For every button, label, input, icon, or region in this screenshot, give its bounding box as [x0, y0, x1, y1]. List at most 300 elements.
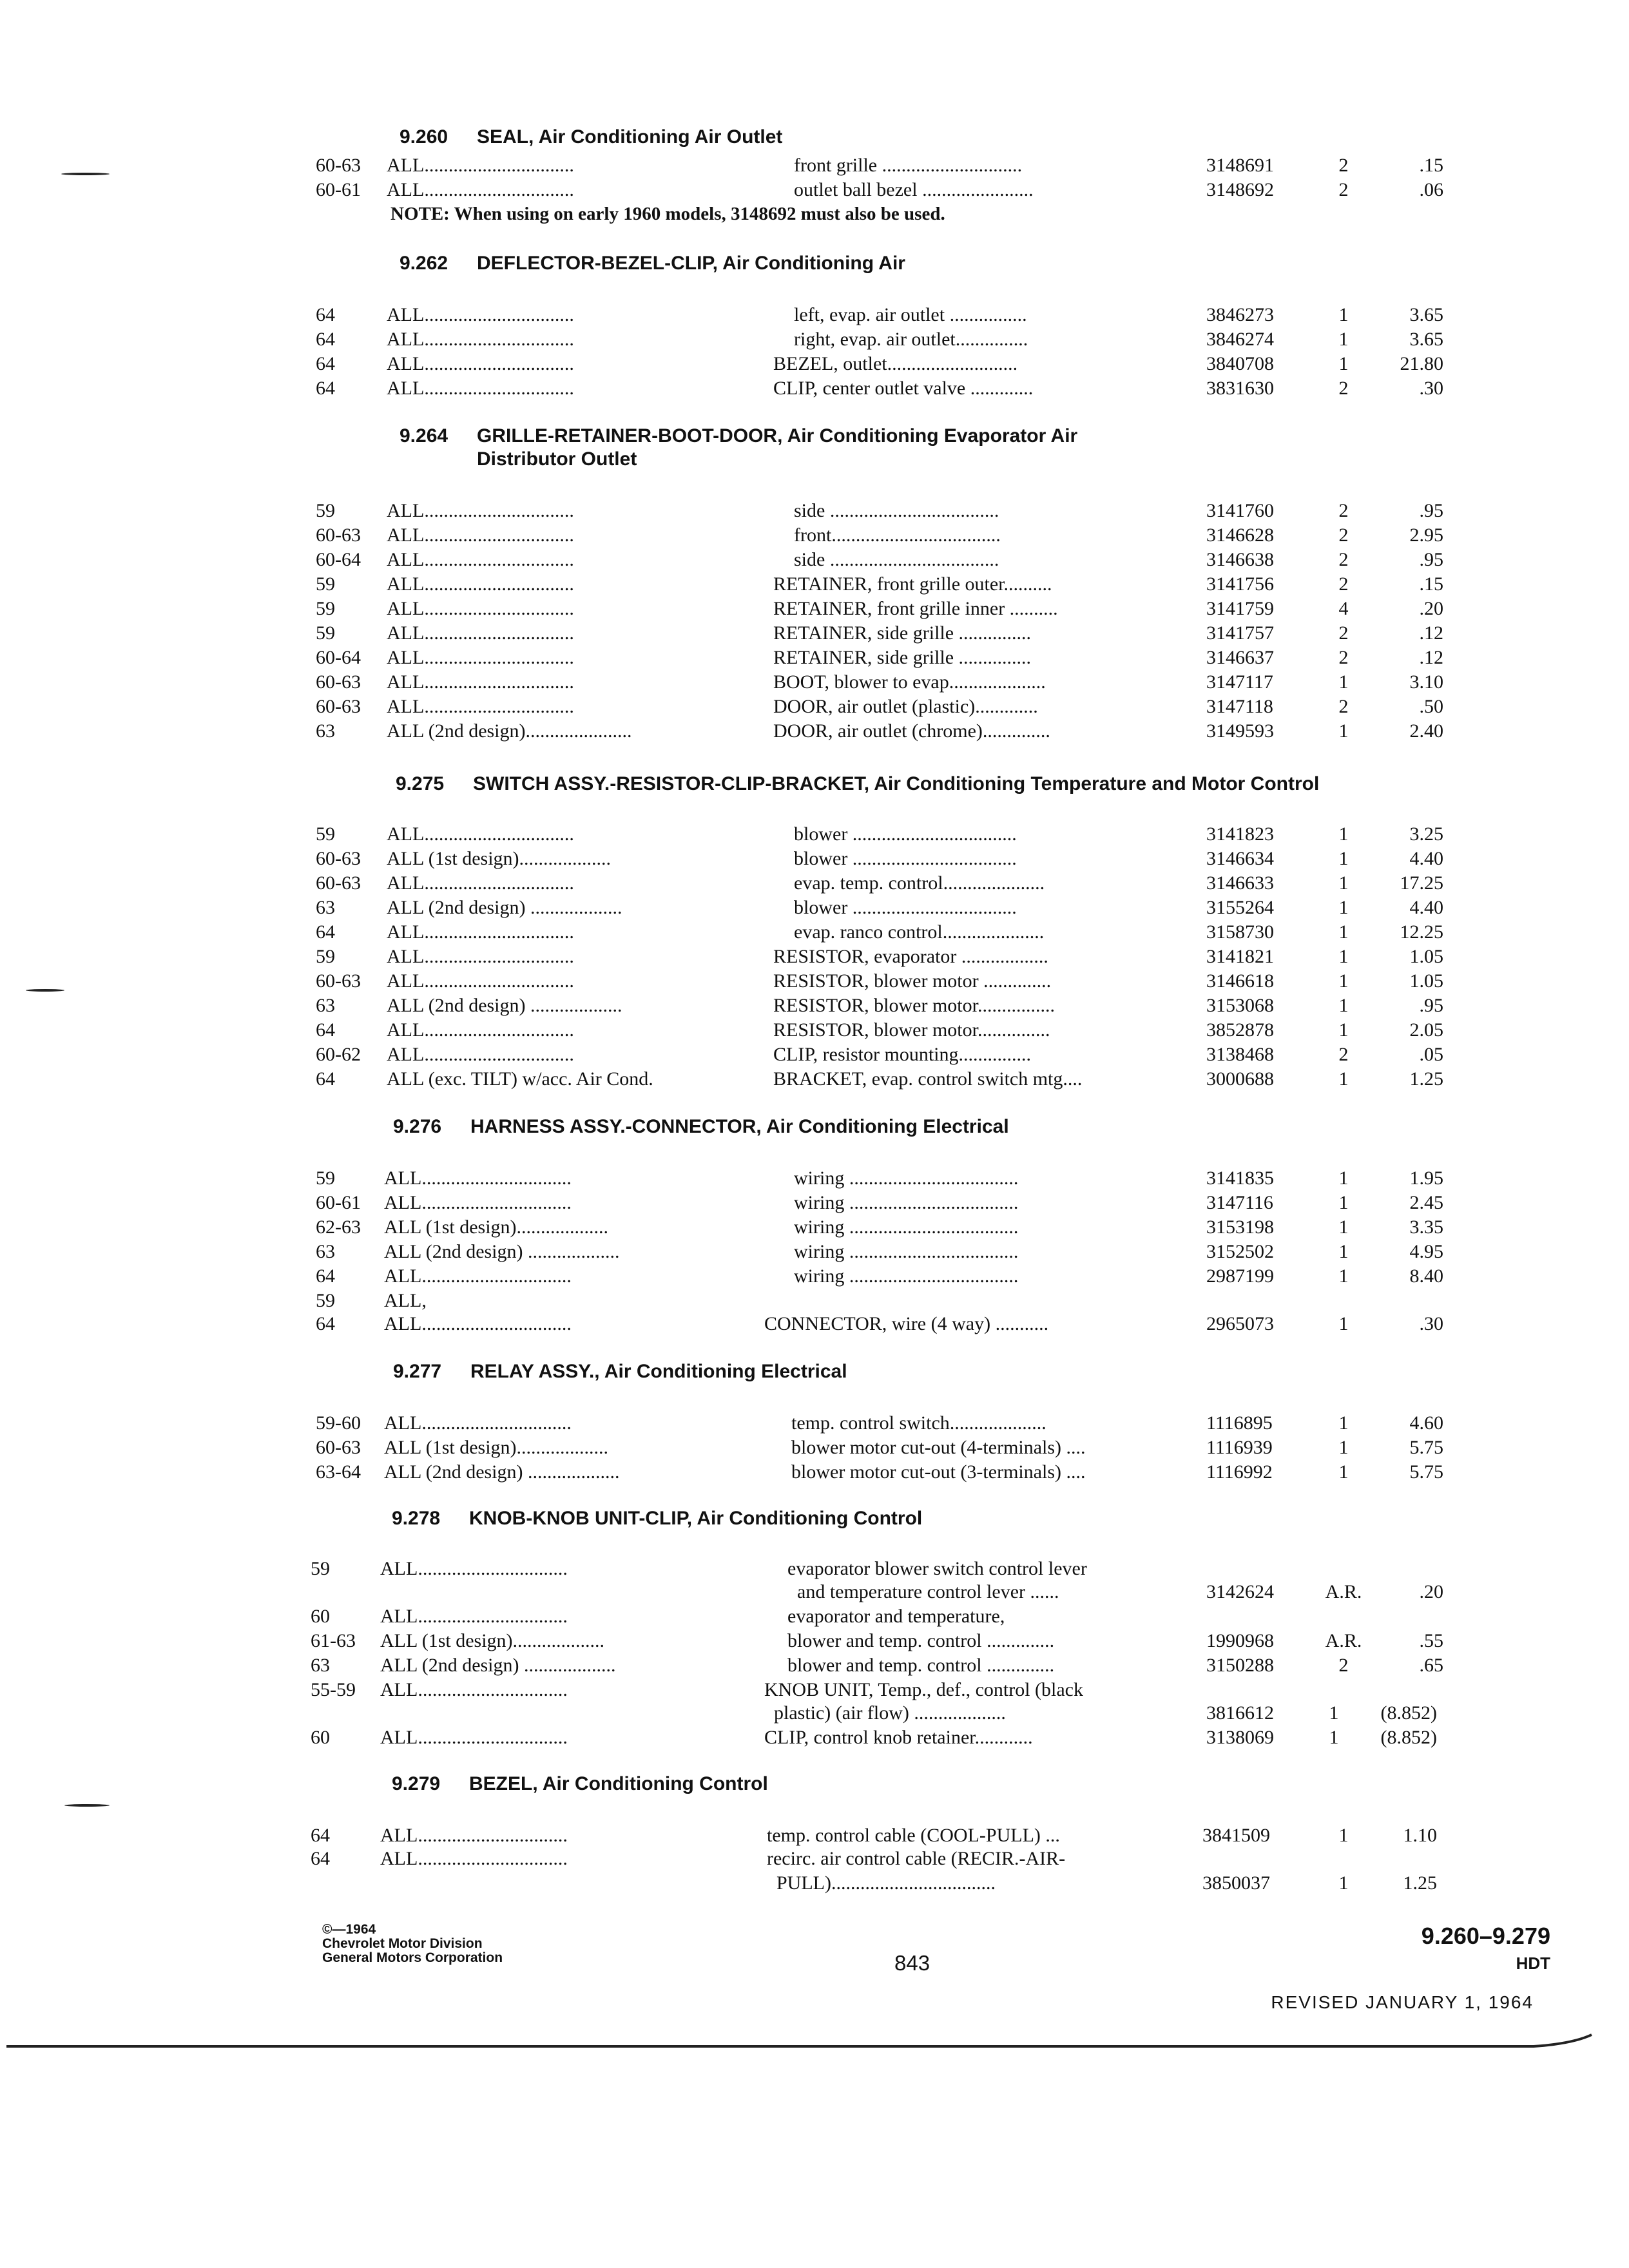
year-cell: 64: [316, 1019, 335, 1041]
description-cell: wiring ...................................: [794, 1265, 1019, 1287]
price-cell: 4.40: [1409, 848, 1443, 869]
price-cell: (8.852): [1380, 1727, 1437, 1748]
table-row: [0, 1044, 1629, 1068]
model-cell: ALL (1st design)...................: [387, 848, 612, 869]
quantity-cell: 1: [1329, 1727, 1339, 1748]
table-row: [0, 720, 1629, 745]
table-row: [0, 353, 1629, 378]
year-cell: 60-63: [316, 848, 361, 869]
price-cell: 1.25: [1403, 1872, 1437, 1894]
table-row: [0, 1727, 1629, 1751]
model-cell: ALL...............................: [387, 573, 574, 595]
table-row: [0, 1872, 1629, 1897]
price-cell: 4.60: [1409, 1412, 1443, 1434]
description-cell: blower motor cut-out (4-terminals) ....: [791, 1437, 1086, 1458]
model-cell: ALL...............................: [387, 598, 574, 619]
part-number-cell: 3846273: [1206, 304, 1274, 325]
table-row: [0, 946, 1629, 970]
description-cell: wiring ...................................: [794, 1216, 1019, 1238]
quantity-cell: 1: [1338, 1872, 1349, 1894]
table-row: [0, 921, 1629, 946]
price-cell: .95: [1419, 549, 1443, 570]
table-row: [0, 155, 1629, 179]
description-cell: wiring ...................................: [794, 1192, 1019, 1213]
description-cell: plastic) (air flow) ...................: [764, 1702, 1006, 1724]
model-cell: ALL...............................: [387, 155, 574, 176]
model-cell: ALL...............................: [387, 179, 574, 200]
table-row: [0, 696, 1629, 720]
table-row: [0, 970, 1629, 995]
table-row: [0, 872, 1629, 897]
year-cell: 59: [316, 946, 335, 967]
price-cell: .12: [1419, 647, 1443, 668]
price-cell: .65: [1419, 1655, 1443, 1676]
price-cell: 1.05: [1409, 970, 1443, 992]
model-cell: ALL...............................: [387, 1044, 574, 1065]
price-cell: 1.25: [1409, 1068, 1443, 1090]
part-number-cell: 1116992: [1206, 1461, 1273, 1483]
description-cell: CONNECTOR, wire (4 way) ...........: [764, 1313, 1049, 1334]
part-number-cell: 3148692: [1206, 179, 1274, 200]
section-note: NOTE: When using on early 1960 models, 3148692 must also be used.: [390, 204, 945, 224]
table-row: [0, 1437, 1629, 1461]
model-cell: ALL (1st design)...................: [384, 1437, 609, 1458]
quantity-cell: 1: [1338, 1313, 1349, 1334]
table-row: [0, 1313, 1629, 1338]
year-cell: 60-63: [316, 970, 361, 992]
table-row: [0, 995, 1629, 1019]
model-cell: ALL...............................: [384, 1192, 572, 1213]
quantity-cell: 2: [1338, 647, 1349, 668]
price-cell: 3.10: [1409, 671, 1443, 693]
table-row: [0, 500, 1629, 524]
part-number-cell: 3841509: [1202, 1825, 1270, 1846]
quantity-cell: 1: [1338, 921, 1349, 943]
part-number-cell: 1116939: [1206, 1437, 1273, 1458]
footer-rule-line: [6, 2035, 1592, 2046]
description-cell: blower ..................................: [794, 823, 1017, 845]
quantity-cell: 1: [1338, 1068, 1349, 1090]
model-cell: ALL (2nd design)......................: [387, 720, 632, 742]
part-number-cell: 1116895: [1206, 1412, 1273, 1434]
quantity-cell: 1: [1338, 1168, 1349, 1189]
table-row: [0, 1848, 1629, 1872]
description-cell: blower ..................................: [794, 848, 1017, 869]
table-row: [0, 573, 1629, 598]
description-cell: RESISTOR, blower motor................: [773, 995, 1055, 1016]
year-cell: 59: [316, 622, 335, 644]
year-cell: 59: [316, 1168, 335, 1189]
section-title: DEFLECTOR-BEZEL-CLIP, Air Conditioning Air: [477, 253, 905, 274]
description-cell: RETAINER, front grille outer..........: [773, 573, 1052, 595]
table-row: [0, 1581, 1629, 1606]
part-number-cell: 3146633: [1206, 872, 1274, 894]
part-number-cell: 3141759: [1206, 598, 1274, 619]
quantity-cell: 2: [1338, 155, 1349, 176]
year-cell: 60-63: [316, 671, 361, 693]
year-cell: 63: [311, 1655, 330, 1676]
table-row: [0, 524, 1629, 549]
section-title: SEAL, Air Conditioning Air Outlet: [477, 126, 783, 148]
model-cell: ALL...............................: [387, 970, 574, 992]
price-cell: .15: [1419, 573, 1443, 595]
section-number: 9.262: [400, 253, 448, 274]
price-cell: 2.05: [1409, 1019, 1443, 1041]
part-number-cell: 3147118: [1206, 696, 1273, 717]
model-cell: ALL (2nd design) ...................: [387, 995, 622, 1016]
part-number-cell: 3000688: [1206, 1068, 1274, 1090]
model-cell: ALL...............................: [384, 1313, 572, 1334]
part-number-cell: 1990968: [1206, 1630, 1274, 1651]
quantity-cell: 1: [1338, 329, 1349, 350]
year-cell: 64: [316, 378, 335, 399]
price-cell: .30: [1419, 1313, 1443, 1334]
table-row: [0, 1241, 1629, 1265]
price-cell: .06: [1419, 179, 1443, 200]
quantity-cell: 2: [1338, 622, 1349, 644]
part-number-cell: 3153068: [1206, 995, 1274, 1016]
description-cell: RESISTOR, blower motor ..............: [773, 970, 1052, 992]
description-cell: wiring ...................................: [794, 1241, 1019, 1262]
quantity-cell: 1: [1338, 1412, 1349, 1434]
model-cell: ALL...............................: [387, 500, 574, 521]
year-cell: 55-59: [311, 1679, 356, 1700]
part-number-cell: 3840708: [1206, 353, 1274, 374]
description-cell: right, evap. air outlet...............: [794, 329, 1028, 350]
price-cell: 2.40: [1409, 720, 1443, 742]
quantity-cell: 1: [1338, 823, 1349, 845]
part-number-cell: 3146634: [1206, 848, 1274, 869]
group-code: HDT: [1516, 1954, 1550, 1973]
model-cell: ALL...............................: [387, 921, 574, 943]
model-cell: ALL...............................: [387, 353, 574, 374]
section-number: 9.278: [392, 1508, 441, 1529]
description-cell: blower and temp. control ..............: [787, 1655, 1055, 1676]
table-row: [0, 1606, 1629, 1630]
quantity-cell: 1: [1329, 1702, 1339, 1724]
table-row: [0, 1019, 1629, 1044]
year-cell: 59: [311, 1558, 330, 1579]
table-row: [0, 897, 1629, 921]
model-cell: ALL (2nd design) ...................: [384, 1461, 620, 1483]
description-cell: evaporator and temperature,: [787, 1606, 1005, 1627]
year-cell: 60-61: [316, 1192, 361, 1213]
quantity-cell: 1: [1338, 671, 1349, 693]
description-cell: RETAINER, side grille ...............: [773, 622, 1032, 644]
revised-date: REVISED JANUARY 1, 1964: [1271, 1992, 1534, 2012]
model-cell: ALL...............................: [387, 378, 574, 399]
price-cell: .95: [1419, 500, 1443, 521]
model-cell: ALL,: [384, 1290, 427, 1311]
section-title: HARNESS ASSY.-CONNECTOR, Air Conditioning Electrical: [470, 1116, 1009, 1137]
description-cell: left, evap. air outlet ................: [794, 304, 1027, 325]
year-cell: 60-63: [316, 155, 361, 176]
description-cell: RETAINER, front grille inner ..........: [773, 598, 1058, 619]
section-number: 9.276: [393, 1116, 442, 1137]
description-cell: side ...................................: [794, 500, 999, 521]
quantity-cell: 1: [1338, 353, 1349, 374]
description-cell: side ...................................: [794, 549, 999, 570]
page-number: 843: [894, 1951, 930, 1975]
section-title: KNOB-KNOB UNIT-CLIP, Air Conditioning Control: [469, 1508, 923, 1529]
table-row: [0, 1655, 1629, 1679]
table-row: [0, 622, 1629, 647]
model-cell: ALL...............................: [380, 1679, 568, 1700]
model-cell: ALL...............................: [387, 524, 574, 546]
price-cell: .12: [1419, 622, 1443, 644]
model-cell: ALL...............................: [387, 549, 574, 570]
quantity-cell: 1: [1338, 1825, 1349, 1846]
description-cell: recirc. air control cable (RECIR.-AIR-: [767, 1848, 1066, 1869]
copyright-year: ©—1964: [322, 1922, 376, 1937]
year-cell: 59: [316, 573, 335, 595]
part-number-cell: 3150288: [1206, 1655, 1274, 1676]
part-number-cell: 3147116: [1206, 1192, 1273, 1213]
quantity-cell: 2: [1338, 378, 1349, 399]
description-cell: evaporator blower switch control lever: [787, 1558, 1087, 1579]
model-cell: ALL...............................: [384, 1412, 572, 1434]
year-cell: 63: [316, 897, 335, 918]
quantity-cell: A.R.: [1325, 1581, 1362, 1602]
description-cell: CLIP, control knob retainer............: [764, 1727, 1033, 1748]
year-cell: 60-63: [316, 696, 361, 717]
model-cell: ALL...............................: [384, 1168, 572, 1189]
year-cell: 59: [316, 1290, 335, 1311]
description-cell: outlet ball bezel .......................: [794, 179, 1034, 200]
model-cell: ALL...............................: [387, 946, 574, 967]
description-cell: DOOR, air outlet (plastic).............: [773, 696, 1038, 717]
quantity-cell: 2: [1338, 524, 1349, 546]
model-cell: ALL...............................: [380, 1727, 568, 1748]
model-cell: ALL...............................: [387, 304, 574, 325]
part-number-cell: 2965073: [1206, 1313, 1274, 1334]
part-number-cell: 2987199: [1206, 1265, 1274, 1287]
description-cell: KNOB UNIT, Temp., def., control (black: [764, 1679, 1083, 1700]
quantity-cell: 2: [1338, 1655, 1349, 1676]
description-cell: temp. control switch....................: [791, 1412, 1046, 1434]
description-cell: PULL)..................................: [767, 1872, 996, 1894]
year-cell: 60-64: [316, 647, 361, 668]
section-title: RELAY ASSY., Air Conditioning Electrical: [470, 1361, 847, 1382]
model-cell: ALL...............................: [380, 1606, 568, 1627]
year-cell: 60: [311, 1727, 330, 1748]
copyright-division: Chevrolet Motor Division: [322, 1936, 483, 1951]
part-number-cell: 3142624: [1206, 1581, 1274, 1602]
model-cell: ALL...............................: [387, 329, 574, 350]
model-cell: ALL (1st design)...................: [384, 1216, 609, 1238]
year-cell: 60-61: [316, 179, 361, 200]
year-cell: 64: [316, 921, 335, 943]
table-row: [0, 823, 1629, 848]
part-number-cell: 3155264: [1206, 897, 1274, 918]
part-number-cell: 3852878: [1206, 1019, 1274, 1041]
model-cell: ALL...............................: [387, 647, 574, 668]
price-cell: 5.75: [1409, 1437, 1443, 1458]
quantity-cell: 1: [1338, 1265, 1349, 1287]
quantity-cell: 1: [1338, 720, 1349, 742]
quantity-cell: 1: [1338, 1192, 1349, 1213]
description-cell: and temperature control lever ......: [787, 1581, 1059, 1602]
copyright-corporation: General Motors Corporation: [322, 1950, 503, 1965]
year-cell: 59: [316, 598, 335, 619]
description-cell: DOOR, air outlet (chrome)..............: [773, 720, 1050, 742]
model-cell: ALL (exc. TILT) w/acc. Air Cond.: [387, 1068, 653, 1090]
section-number: 9.277: [393, 1361, 442, 1382]
part-number-cell: 3850037: [1202, 1872, 1270, 1894]
table-row: [0, 647, 1629, 671]
price-cell: .55: [1419, 1630, 1443, 1651]
quantity-cell: 1: [1338, 1019, 1349, 1041]
description-cell: RESISTOR, evaporator ..................: [773, 946, 1048, 967]
model-cell: ALL...............................: [380, 1558, 568, 1579]
table-row: [0, 1412, 1629, 1437]
quantity-cell: 2: [1338, 500, 1349, 521]
table-row: [0, 1825, 1629, 1849]
year-cell: 64: [311, 1825, 330, 1846]
part-number-cell: 3141821: [1206, 946, 1274, 967]
part-number-cell: 3138069: [1206, 1727, 1274, 1748]
price-cell: .30: [1419, 378, 1443, 399]
price-cell: 4.95: [1409, 1241, 1443, 1262]
year-cell: 64: [316, 353, 335, 374]
price-cell: .50: [1419, 696, 1443, 717]
year-cell: 60-63: [316, 524, 361, 546]
year-cell: 61-63: [311, 1630, 356, 1651]
price-cell: 3.65: [1409, 329, 1443, 350]
table-row: [0, 598, 1629, 622]
year-cell: 63: [316, 995, 335, 1016]
quantity-cell: 1: [1338, 1461, 1349, 1483]
table-row: [0, 329, 1629, 353]
quantity-cell: A.R.: [1325, 1630, 1362, 1651]
description-cell: CLIP, resistor mounting...............: [773, 1044, 1032, 1065]
quantity-cell: 2: [1338, 549, 1349, 570]
quantity-cell: 1: [1338, 995, 1349, 1016]
price-cell: .05: [1419, 1044, 1443, 1065]
model-cell: ALL...............................: [380, 1848, 568, 1869]
table-row: [0, 1192, 1629, 1216]
description-cell: CLIP, center outlet valve .............: [773, 378, 1034, 399]
footer-rule: [0, 2030, 1629, 2055]
table-row: [0, 671, 1629, 696]
section-number: 9.275: [396, 773, 445, 794]
part-number-cell: 3146628: [1206, 524, 1274, 546]
section-subtitle: Distributor Outlet: [477, 448, 637, 470]
price-cell: 2.95: [1409, 524, 1443, 546]
part-number-cell: 3146637: [1206, 647, 1274, 668]
part-number-cell: 3158730: [1206, 921, 1274, 943]
part-number-cell: 3141823: [1206, 823, 1274, 845]
table-row: [0, 179, 1629, 204]
model-cell: ALL (2nd design) ...................: [384, 1241, 620, 1262]
part-number-cell: 3141756: [1206, 573, 1274, 595]
table-row: [0, 1216, 1629, 1241]
description-cell: blower ..................................: [794, 897, 1017, 918]
price-cell: .20: [1419, 598, 1443, 619]
price-cell: 8.40: [1409, 1265, 1443, 1287]
year-cell: 64: [316, 1313, 335, 1334]
part-number-cell: 3149593: [1206, 720, 1274, 742]
year-cell: 64: [311, 1848, 330, 1869]
year-cell: 60-62: [316, 1044, 361, 1065]
year-cell: 59: [316, 823, 335, 845]
table-row: [0, 1168, 1629, 1192]
year-cell: 64: [316, 1265, 335, 1287]
part-number-cell: 3148691: [1206, 155, 1274, 176]
section-number: 9.279: [392, 1773, 441, 1794]
year-cell: 59: [316, 500, 335, 521]
table-row: [0, 1558, 1629, 1582]
part-number-cell: 3146638: [1206, 549, 1274, 570]
section-number: 9.260: [400, 126, 448, 148]
part-number-cell: 3153198: [1206, 1216, 1274, 1238]
section-title: GRILLE-RETAINER-BOOT-DOOR, Air Conditioning Evaporator Air: [477, 425, 1078, 447]
description-cell: blower and temp. control ..............: [787, 1630, 1055, 1651]
quantity-cell: 1: [1338, 946, 1349, 967]
model-cell: ALL (1st design)...................: [380, 1630, 605, 1651]
table-row: [0, 1265, 1629, 1290]
price-cell: 12.25: [1400, 921, 1443, 943]
description-cell: evap. ranco control.....................: [794, 921, 1045, 943]
quantity-cell: 2: [1338, 179, 1349, 200]
price-cell: 4.40: [1409, 897, 1443, 918]
part-number-cell: 3141835: [1206, 1168, 1274, 1189]
price-cell: 3.65: [1409, 304, 1443, 325]
model-cell: ALL (2nd design) ...................: [380, 1655, 616, 1676]
description-cell: temp. control cable (COOL-PULL) ...: [767, 1825, 1060, 1846]
quantity-cell: 1: [1338, 1241, 1349, 1262]
model-cell: ALL...............................: [384, 1265, 572, 1287]
year-cell: 62-63: [316, 1216, 361, 1238]
year-cell: 64: [316, 1068, 335, 1090]
description-cell: BRACKET, evap. control switch mtg....: [773, 1068, 1083, 1090]
model-cell: ALL (2nd design) ...................: [387, 897, 622, 918]
copyright-block: [322, 1923, 503, 1965]
year-cell: 60-64: [316, 549, 361, 570]
part-number-cell: 3141760: [1206, 500, 1274, 521]
table-row: [0, 549, 1629, 573]
part-number-cell: 3141757: [1206, 622, 1274, 644]
year-cell: 64: [316, 304, 335, 325]
year-cell: 60-63: [316, 1437, 361, 1458]
price-cell: .95: [1419, 995, 1443, 1016]
year-cell: 60-63: [316, 872, 361, 894]
part-number-cell: 3846274: [1206, 329, 1274, 350]
price-cell: 3.35: [1409, 1216, 1443, 1238]
table-row: [0, 1290, 1629, 1314]
model-cell: ALL...............................: [380, 1825, 568, 1846]
description-cell: evap. temp. control.....................: [794, 872, 1045, 894]
part-number-cell: 3152502: [1206, 1241, 1274, 1262]
quantity-cell: 1: [1338, 1216, 1349, 1238]
table-row: [0, 1068, 1629, 1093]
table-row: [0, 1461, 1629, 1486]
quantity-cell: 1: [1338, 970, 1349, 992]
quantity-cell: 1: [1338, 872, 1349, 894]
part-number-cell: 3146618: [1206, 970, 1274, 992]
quantity-cell: 2: [1338, 573, 1349, 595]
year-cell: 60: [311, 1606, 330, 1627]
year-cell: 64: [316, 329, 335, 350]
price-cell: 2.45: [1409, 1192, 1443, 1213]
table-row: [0, 378, 1629, 402]
description-cell: blower motor cut-out (3-terminals) ....: [791, 1461, 1086, 1483]
quantity-cell: 1: [1338, 848, 1349, 869]
quantity-cell: 1: [1338, 304, 1349, 325]
part-number-cell: 3816612: [1206, 1702, 1274, 1724]
year-cell: 59-60: [316, 1412, 361, 1434]
description-cell: RETAINER, side grille ...............: [773, 647, 1032, 668]
